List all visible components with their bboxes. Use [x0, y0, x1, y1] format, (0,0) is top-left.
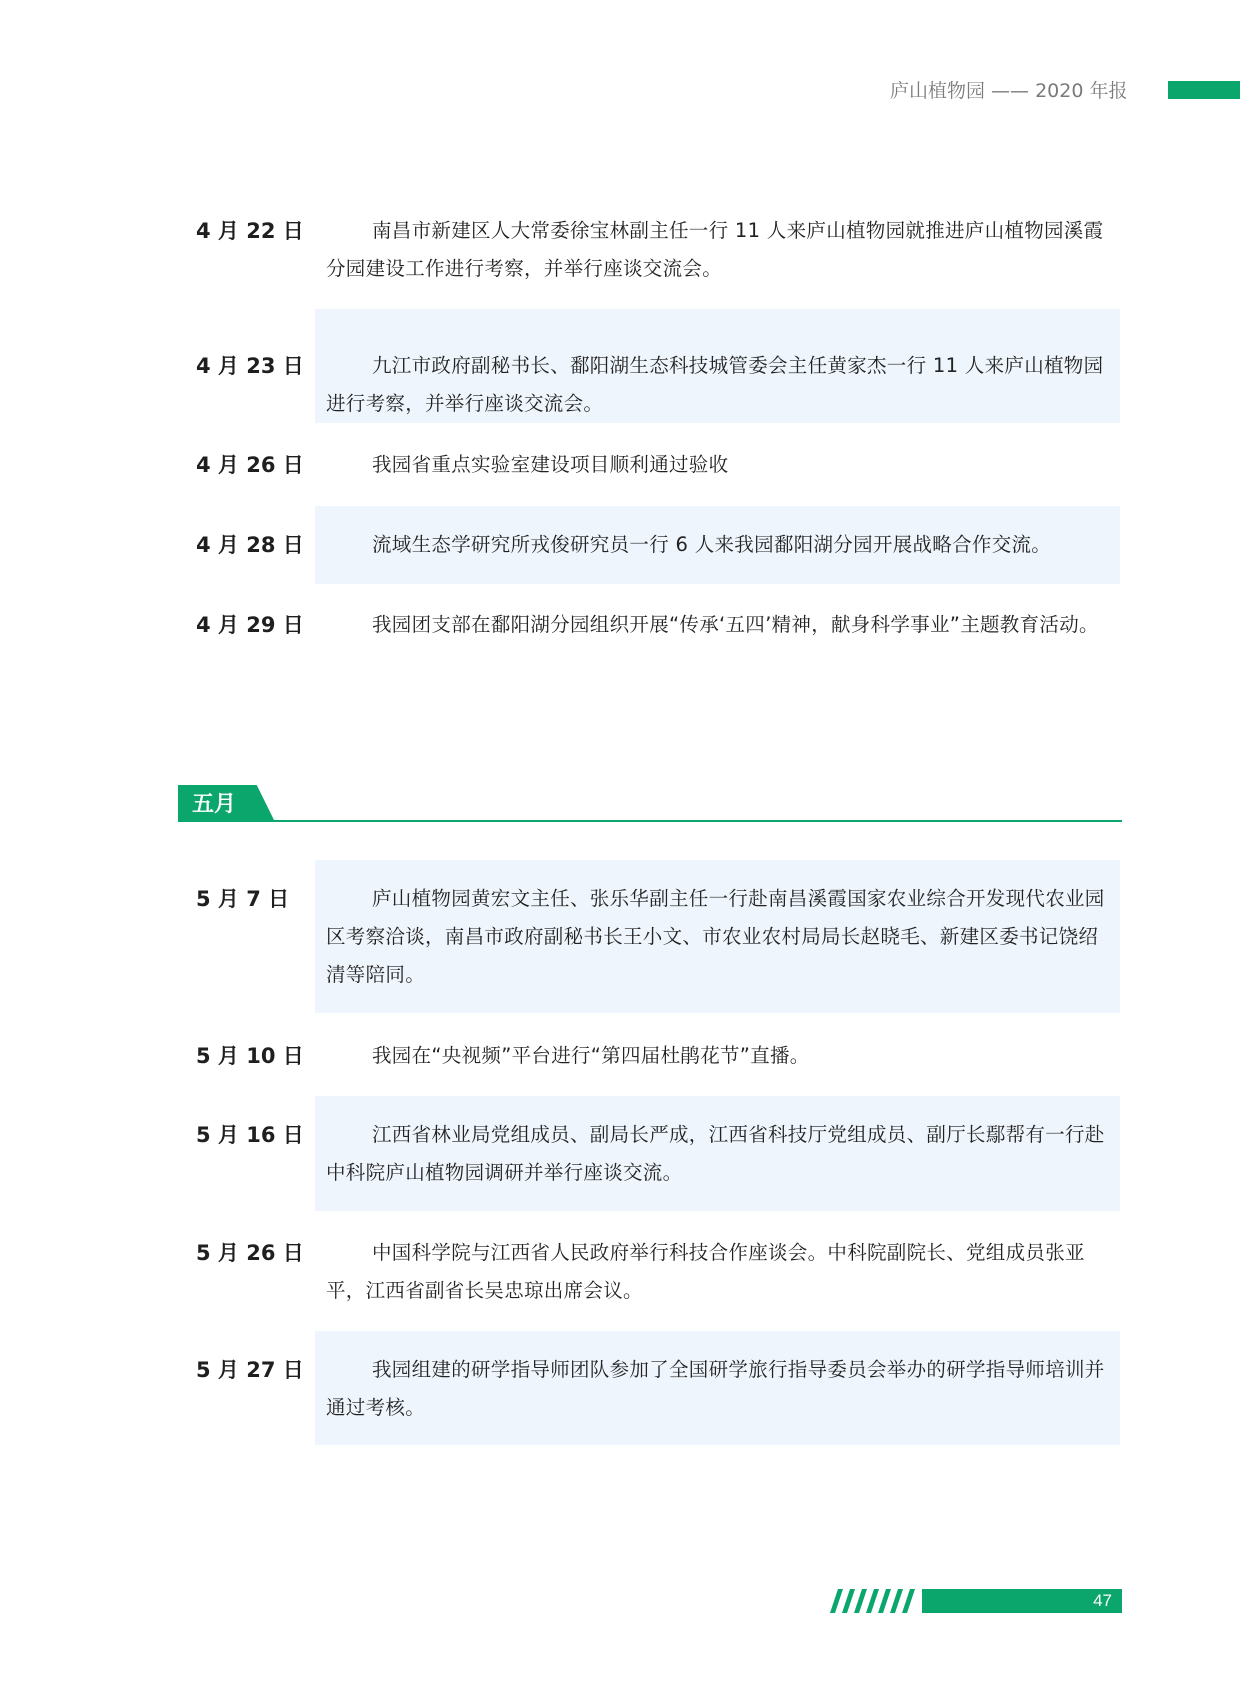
- event-entry: [196, 606, 1120, 682]
- event-description: 我园团支部在鄱阳湖分园组织开展“传承‘五四’精神，献身科学事业”主题教育活动。: [372, 613, 1099, 636]
- event-description-box: [315, 1331, 1120, 1445]
- month-section-header: [178, 785, 1122, 822]
- event-description-box: [315, 606, 1120, 682]
- month-title: 五月: [192, 792, 237, 817]
- event-entry: [196, 309, 1120, 423]
- event-description-box: [315, 1234, 1120, 1310]
- event-description-box: [315, 446, 1120, 484]
- event-entry: [196, 1234, 1120, 1310]
- event-entry: [196, 506, 1120, 584]
- event-description: 庐山植物园黄宏文主任、张乐华副主任一行赴南昌溪霞国家农业综合开发现代农业园区考察洽谈，南昌市政府副秘书长王小文、市农业农村局局长赵晓毛、新建区委书记饶绍清等陪同。: [326, 887, 1105, 986]
- event-description: 中国科学院与江西省人民政府举行科技合作座谈会。中科院副院长、党组成员张亚平，江西省副省长吴忠琼出席会议。: [326, 1241, 1085, 1302]
- event-date: 4 月 26 日: [196, 453, 304, 477]
- event-description-box: [315, 1096, 1120, 1211]
- event-description: 我园组建的研学指导师团队参加了全国研学旅行指导委员会举办的研学指导师培训并通过考核。: [326, 1358, 1105, 1419]
- event-date: 5 月 7 日: [196, 887, 290, 911]
- event-entry: [196, 1096, 1120, 1211]
- event-description-box: [315, 212, 1120, 288]
- month-divider-line: [178, 820, 1122, 822]
- event-description: 我园在“央视频”平台进行“第四届杜鹃花节”直播。: [372, 1044, 810, 1067]
- event-date: 4 月 23 日: [196, 354, 304, 378]
- event-description: 南昌市新建区人大常委徐宝林副主任一行 11 人来庐山植物园就推进庐山植物园溪霞分园建设工作进行考察，并举行座谈交流会。: [326, 219, 1104, 280]
- page-number: 47: [1093, 1591, 1112, 1610]
- event-date: 5 月 16 日: [196, 1123, 304, 1147]
- event-date: 5 月 26 日: [196, 1241, 304, 1265]
- event-entry: [196, 1037, 1120, 1075]
- event-description: 九江市政府副秘书长、鄱阳湖生态科技城管委会主任黄家杰一行 11 人来庐山植物园进行考察，并举行座谈交流会。: [326, 354, 1104, 415]
- event-date: 4 月 29 日: [196, 613, 304, 637]
- event-description: 江西省林业局党组成员、副局长严成，江西省科技厅党组成员、副厅长鄢帮有一行赴中科院庐山植物园调研并举行座谈交流。: [326, 1123, 1105, 1184]
- event-date: 5 月 10 日: [196, 1044, 304, 1068]
- footer-stripes-decoration: [830, 1589, 930, 1613]
- event-entry: [196, 446, 1120, 484]
- header-accent-bar: [1168, 81, 1240, 99]
- event-entry: [196, 212, 1120, 288]
- report-header-title: 庐山植物园 —— 2020 年报: [890, 80, 1128, 102]
- event-description: 我园省重点实验室建设项目顺利通过验收: [372, 453, 729, 476]
- event-date: 4 月 28 日: [196, 533, 304, 557]
- page-footer: [830, 1589, 1122, 1613]
- event-description-box: [315, 309, 1120, 423]
- event-date: 5 月 27 日: [196, 1358, 304, 1382]
- event-description-box: [315, 860, 1120, 1013]
- event-description-box: [315, 506, 1120, 584]
- footer-bar: [922, 1589, 1122, 1613]
- event-entry: [196, 1331, 1120, 1445]
- event-description: 流域生态学研究所戎俊研究员一行 6 人来我园鄱阳湖分园开展战略合作交流。: [372, 533, 1052, 556]
- event-entry: [196, 860, 1120, 1013]
- event-date: 4 月 22 日: [196, 219, 304, 243]
- event-description-box: [315, 1037, 1120, 1075]
